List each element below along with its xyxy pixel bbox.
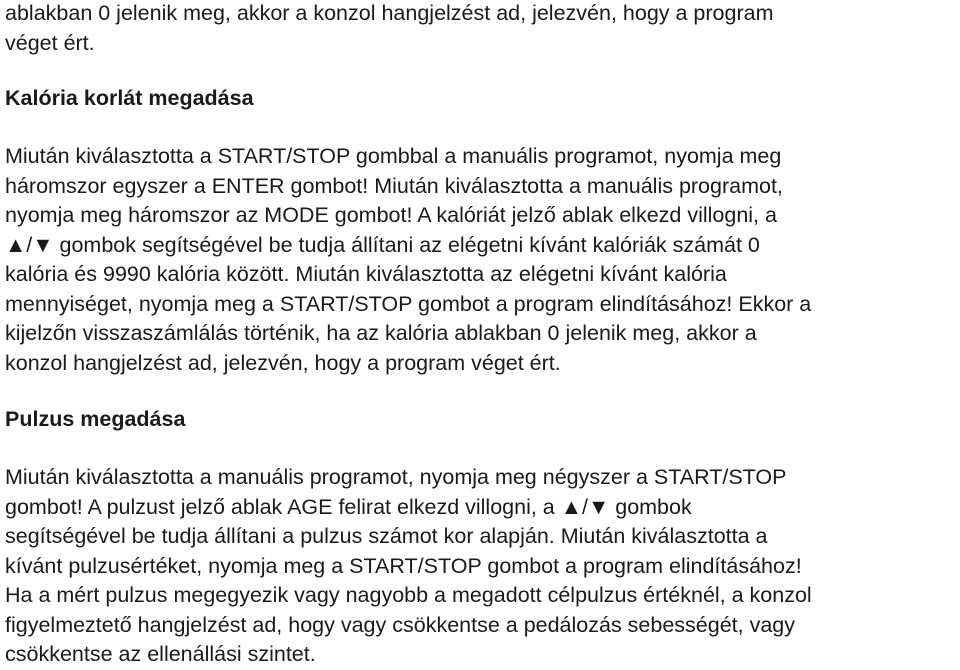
text-line: ablakban 0 jelenik meg, akkor a konzol hangjelzést ad, jelezvén, hogy a program	[5, 1, 774, 25]
section-heading-pulse: Pulzus megadása	[5, 407, 186, 431]
text-line: ▲/▼ gombok segítségével be tudja állítani az elégetni kívánt kalóriák számát 0	[5, 232, 760, 257]
text-line: Ha a mért pulzus megegyezik vagy nagyobb a megadott célpulzus értéknél, a konzol	[5, 583, 812, 607]
text-line: kalória és 9990 kalória között. Miután kiválasztotta az elégetni kívánt kalória	[5, 262, 727, 286]
pulse-paragraph	[5, 463, 812, 670]
text-line: háromszor egyszer a ENTER gombot! Miután kiválasztotta a manuális programot,	[5, 173, 783, 198]
text-line: figyelmeztető hangjelzést ad, hogy vagy csökkentse a pedálozás sebességét, vagy	[5, 612, 796, 637]
text-line: kijelzőn visszaszámlálás történik, ha az kalória ablakban 0 jelenik meg, akkor a	[5, 321, 757, 345]
text-line: gombot! A pulzust jelző ablak AGE felirat elkezd villogni, a ▲/▼ gombok	[5, 494, 692, 519]
text-line: segítségével be tudja állítani a pulzus számot kor alapján. Miután kiválasztotta a	[5, 524, 768, 548]
text-line: nyomja meg háromszor az MODE gombot! A kalóriát jelző ablak elkezd villogni, a	[5, 203, 777, 227]
intro-paragraph	[5, 0, 774, 58]
text-line: Miután kiválasztotta a manuális programot, nyomja meg négyszer a START/STOP	[5, 465, 787, 489]
text-line: kívánt pulzusértéket, nyomja meg a START/STOP gombot a program elindításához!	[5, 553, 802, 578]
text-line: véget ért.	[5, 30, 95, 55]
calorie-paragraph	[5, 142, 811, 378]
text-line: Miután kiválasztotta a START/STOP gombbal a manuális programot, nyomja meg	[5, 144, 782, 168]
text-line: konzol hangjelzést ad, jelezvén, hogy a program véget ért.	[5, 350, 561, 375]
text-line: mennyiséget, nyomja meg a START/STOP gombot a program elindításához! Ekkor a	[5, 291, 812, 316]
text-line: csökkentse az ellenállási szintet.	[5, 642, 316, 666]
section-heading-calorie-limit: Kalória korlát megadása	[5, 86, 254, 110]
